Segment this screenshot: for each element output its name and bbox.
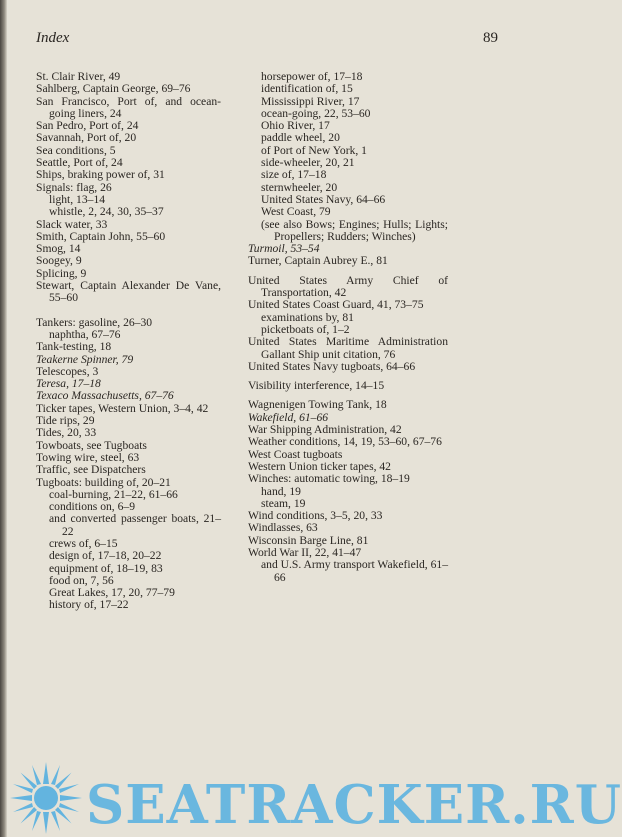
page-binding-edge [0,0,7,837]
index-subentry: naphtha, 67–76 [49,327,121,341]
index-entry: Teresa, 17–18 [36,377,101,391]
index-entry: Smith, Captain John, 55–60 [36,229,166,243]
index-entry: Tank-testing, 18 [36,340,112,354]
index-subentry: food on, 7, 56 [49,573,114,587]
index-entry: Signals: flag, 26 [36,180,112,194]
index-entry: Wagnenigen Towing Tank, 18 [248,398,387,412]
index-column-left [36,71,221,612]
index-subentry: equipment of, 18–19, 83 [49,561,163,575]
index-subentry: coal-burning, 21–22, 61–66 [49,487,178,501]
index-subentry: ocean-going, 22, 53–60 [261,106,371,120]
index-subentry: size of, 17–18 [261,168,327,182]
index-entry: Texaco Massachusetts, 67–76 [36,389,174,403]
index-entry: Wakefield, 61–66 [248,410,329,424]
index-subentry: (see also Bows; Engines; Hulls; Lights; Propellers; Rudders; Winches) [261,217,448,243]
index-subentry: design of, 17–18, 20–22 [49,549,162,563]
index-subentry: identification of, 15 [261,82,353,96]
index-entry: United States Maritime Administration Gallant Ship unit citation, 76 [248,335,448,361]
index-entry: Ticker tapes, Western Union, 3–4, 42 [36,401,209,415]
index-subentry: Mississippi River, 17 [261,94,360,108]
index-entry: San Pedro, Port of, 24 [36,119,139,133]
index-entry: Windlasses, 63 [248,521,318,535]
index-entry: Splicing, 9 [36,266,87,280]
index-subentry: light, 13–14 [49,192,106,206]
index-entry: Weather conditions, 14, 19, 53–60, 67–76 [248,435,442,449]
index-subentry: Ohio River, 17 [261,119,330,133]
index-entry: Winches: automatic towing, 18–19 [248,472,410,486]
index-entry: Wisconsin Barge Line, 81 [248,533,369,547]
index-entry: Sahlberg, Captain George, 69–76 [36,82,191,96]
index-entry: United States Coast Guard, 41, 73–75 [248,298,424,312]
index-entry: Sea conditions, 5 [36,143,116,157]
index-subentry: examinations by, 81 [261,310,354,324]
index-subentry: Great Lakes, 17, 20, 77–79 [49,586,175,600]
index-subentry: steam, 19 [261,496,306,510]
index-entry: Tides, 20, 33 [36,426,97,440]
index-entry: War Shipping Administration, 42 [248,423,402,437]
index-entry: Visibility interference, 14–15 [248,379,385,393]
index-entry: Turmoil, 53–54 [248,242,320,256]
index-entry: Turner, Captain Aubrey E., 81 [248,254,388,268]
index-entry: Western Union ticker tapes, 42 [248,459,391,473]
index-subentry: West Coast, 79 [261,205,331,219]
sun-logo-icon [8,760,84,836]
page-number: 89 [483,30,498,46]
index-entry: Savannah, Port of, 20 [36,131,137,145]
index-entry: San Francisco, Port of, and ocean-going liners, 24 [36,94,221,120]
running-head: Index [36,30,70,46]
index-subentry: sternwheeler, 20 [261,180,338,194]
index-entry: Ships, braking power of, 31 [36,168,165,182]
index-subentry: whistle, 2, 24, 30, 35–37 [49,205,164,219]
index-entry: Teakerne Spinner, 79 [36,352,134,366]
index-entry: Smog, 14 [36,242,81,256]
index-subentry: and converted passenger boats, 21–22 [49,512,221,538]
index-entry: Wind conditions, 3–5, 20, 33 [248,509,383,523]
index-entry: Tugboats: building of, 20–21 [36,475,171,489]
index-entry: Towing wire, steel, 63 [36,450,140,464]
watermark [0,752,622,837]
index-subentry: hand, 19 [261,484,301,498]
index-subentry: picketboats of, 1–2 [261,322,350,336]
index-entry: United States Army Chief of Transportation, 42 [248,273,448,300]
index-entry: Seattle, Port of, 24 [36,156,123,170]
index-entry: World War II, 22, 41–47 [248,545,362,559]
index-entry: St. Clair River, 49 [36,70,121,83]
index-column-right [248,71,448,584]
index-subentry: paddle wheel, 20 [261,131,340,145]
index-entry: West Coast tugboats [248,447,343,461]
index-entry: Tide rips, 29 [36,414,95,428]
index-entry: Stewart, Captain Alexander De Vane, 55–60 [36,279,221,305]
index-entry: Tankers: gasoline, 26–30 [36,315,153,329]
index-entry: Towboats, see Tugboats [36,438,147,452]
watermark-text: SEATRACKER.RU [86,774,622,836]
index-subentry: crews of, 6–15 [49,536,118,550]
index-entry: Slack water, 33 [36,217,108,231]
index-subentry: horsepower of, 17–18 [261,70,363,83]
index-entry: Soogey, 9 [36,254,82,268]
index-entry: United States Navy tugboats, 64–66 [248,359,416,373]
index-subentry: United States Navy, 64–66 [261,192,386,206]
index-entry: Traffic, see Dispatchers [36,463,146,477]
index-subentry: of Port of New York, 1 [261,143,367,157]
index-subentry: conditions on, 6–9 [49,500,135,514]
index-subentry: history of, 17–22 [49,598,129,612]
index-subentry: side-wheeler, 20, 21 [261,156,355,170]
index-subentry: and U.S. Army transport Wakefield, 61–66 [261,558,448,584]
index-entry: Telescopes, 3 [36,364,99,378]
